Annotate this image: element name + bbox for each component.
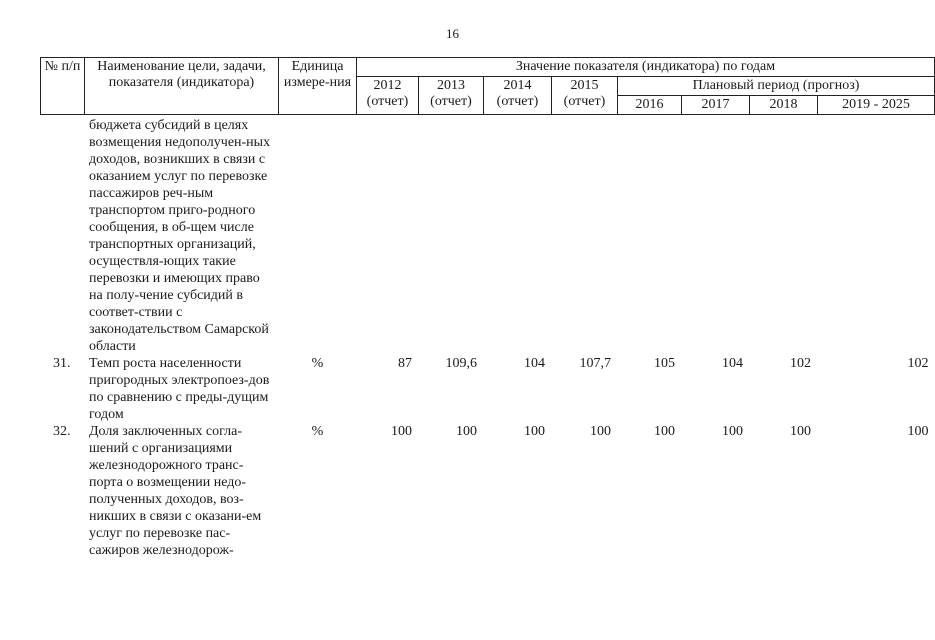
header-name: Наименование цели, задачи, показателя (индикатора) (85, 58, 279, 115)
row-value: 100 (907, 424, 929, 439)
indicators-table (40, 57, 935, 559)
row-value: 102 (790, 356, 811, 371)
row-name: бюджета субсидий в целях возмещения недополучен-ных доходов, возникших в связи с оказанием услуг по перевозке пассажиров реч-ным транспортом приго-родного сообщения, в об-щем числе транспортных организаций, осуществля-ющих такие перевозки и имеющих право на полу-чение субсидий в соответ-ствии с законодательством Самарской области (89, 118, 271, 354)
header-year-2018: 2018 (750, 96, 818, 115)
header-year-2014: 2014 (отчет) (484, 77, 552, 115)
header-year-2012: 2012 (отчет) (357, 77, 419, 115)
row-value: 105 (654, 356, 675, 371)
header-values-group: Значение показателя (индикатора) по годам (357, 58, 935, 77)
row-value: 100 (790, 424, 811, 439)
row-value (419, 115, 484, 356)
table-row (41, 115, 935, 356)
header-year-2013: 2013 (отчет) (419, 77, 484, 115)
row-unit: % (311, 356, 324, 371)
row-value: 104 (722, 356, 743, 371)
row-value: 100 (722, 424, 743, 439)
header-year-2019-2025: 2019 - 2025 (818, 96, 935, 115)
row-unit (279, 115, 357, 356)
header-year-2017: 2017 (682, 96, 750, 115)
row-value (552, 115, 618, 356)
row-value: 87 (398, 356, 412, 371)
header-planned-group: Плановый период (прогноз) (618, 77, 935, 96)
header-year-2015: 2015 (отчет) (552, 77, 618, 115)
row-value: 100 (456, 424, 477, 439)
header-unit: Единица измере-ния (279, 58, 357, 115)
row-value (484, 115, 552, 356)
row-value: 100 (391, 424, 412, 439)
row-name: Темп роста населенности пригородных электропоез-дов по сравнению с преды-дущим годом (89, 356, 270, 422)
row-value (682, 115, 750, 356)
row-value: 104 (524, 356, 545, 371)
row-value: 107,7 (579, 356, 611, 371)
row-value: 100 (654, 424, 675, 439)
row-value (357, 115, 419, 356)
header-num: № п/п (41, 58, 85, 115)
header-year-2016: 2016 (618, 96, 682, 115)
row-value (818, 115, 935, 356)
row-num: 31. (53, 356, 71, 371)
row-name: Доля заключенных согла-шений с организациями железнодорожного транс-порта о возмещении недо-полученных доходов, воз-никших в связи с оказани-ем услуг по перевозке пас-сажиров железнодорож- (89, 424, 262, 558)
row-value: 100 (590, 424, 611, 439)
row-value: 100 (524, 424, 545, 439)
row-num: 32. (53, 424, 71, 439)
row-value: 102 (907, 356, 929, 371)
row-unit: % (311, 424, 324, 439)
row-value: 109,6 (445, 356, 477, 371)
table-row (41, 355, 935, 423)
row-num (41, 115, 85, 356)
table-row (41, 423, 935, 559)
row-value (618, 115, 682, 356)
page-number: 16 (446, 26, 459, 41)
row-value (750, 115, 818, 356)
